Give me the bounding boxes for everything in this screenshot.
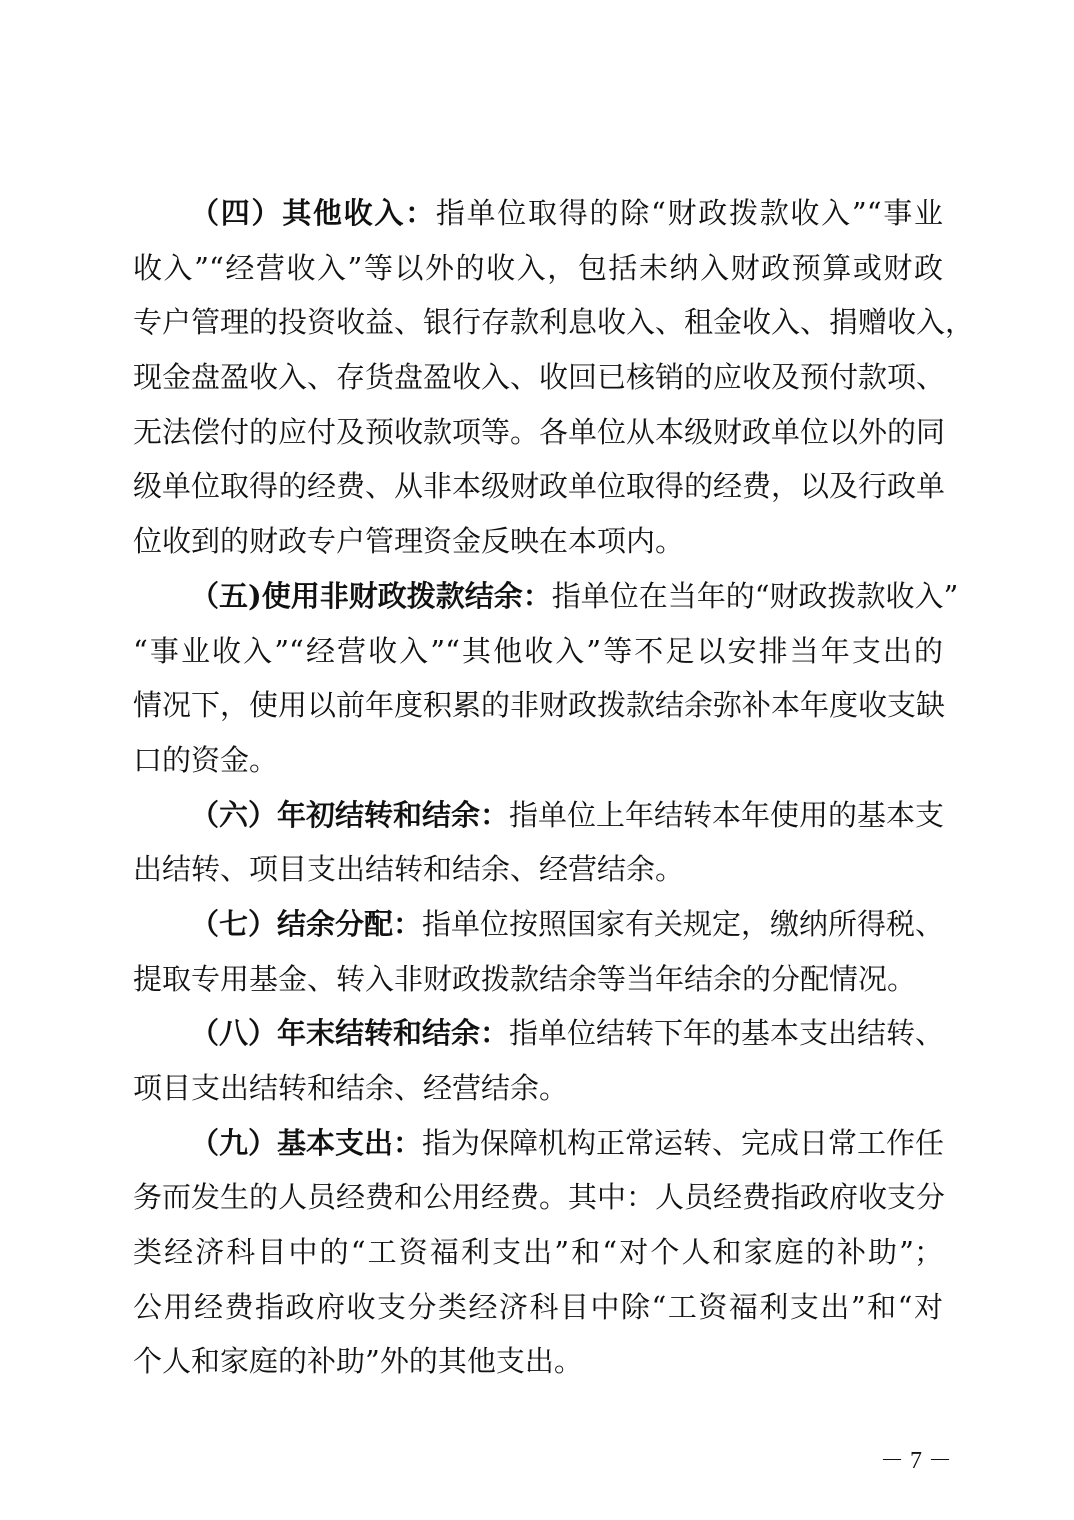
text-line <box>133 514 943 569</box>
line-text: 指单位上年结转本年使用的基本支 <box>509 797 945 832</box>
line-text: 出结转、项目支出结转和结余、经营结余。 <box>133 852 685 887</box>
paragraph <box>133 1006 943 1115</box>
page-number: － 7 － <box>880 1448 952 1474</box>
line-text: “事业收入”“经营收入”“其他收入”等不足以安排当年支出的 <box>133 633 943 668</box>
paragraph <box>133 569 959 788</box>
paragraph-heading: （七）结余分配： <box>190 906 423 941</box>
text-line <box>133 952 943 1007</box>
text-line <box>133 459 946 514</box>
paragraph <box>133 897 943 1006</box>
paragraph <box>133 788 943 897</box>
line-text: 指单位在当年的“财政拨款收入” <box>551 578 959 613</box>
text-line <box>133 569 959 624</box>
paragraph-heading: （六）年初结转和结余： <box>190 797 510 832</box>
line-text: 提取专用基金、转入非财政拨款结余等当年结余的分配情况。 <box>133 961 917 996</box>
line-text: 指为保障机构正常运转、完成日常工作任 <box>422 1125 945 1160</box>
text-line <box>133 1116 943 1171</box>
text-line <box>133 788 943 843</box>
paragraph-heading: （九）基本支出： <box>190 1125 423 1160</box>
line-text: 收入”“经营收入”等以外的收入，包括未纳入财政预算或财政 <box>133 250 943 285</box>
line-text: 项目支出结转和结余、经营结余。 <box>133 1071 569 1105</box>
text-line <box>133 1170 946 1225</box>
text-line <box>133 1334 943 1389</box>
line-text: 口的资金。 <box>133 742 279 777</box>
line-text: 公用经费指政府收支分类经济科目中除“工资福利支出”和“对 <box>133 1289 943 1324</box>
line-text: 级单位取得的经费、从非本级财政单位取得的经费，以及行政单 <box>133 469 946 504</box>
text-line <box>133 624 943 679</box>
text-line <box>133 678 946 733</box>
line-text: 类经济科目中的“工资福利支出”和“对个人和家庭的补助”； <box>133 1235 943 1270</box>
line-text: 个人和家庭的补助”外的其他支出。 <box>133 1344 583 1379</box>
line-text: 无法偿付的应付及预收款项等。各单位从本级财政单位以外的同 <box>133 414 946 449</box>
text-line <box>133 186 943 241</box>
text-line <box>133 241 943 296</box>
line-text: 现金盘盈收入、存货盘盈收入、收回已核销的应收及预付款项、 <box>133 360 946 395</box>
text-line <box>133 295 975 350</box>
text-line <box>133 1006 943 1061</box>
line-text: 务而发生的人员经费和公用经费。其中：人员经费指政府收支分 <box>133 1180 946 1215</box>
text-line <box>133 350 946 405</box>
text-line <box>133 733 943 788</box>
text-line <box>133 1225 943 1280</box>
paragraph-heading: （八）年末结转和结余： <box>190 1016 510 1051</box>
text-line <box>133 1280 943 1335</box>
line-text: 情况下，使用以前年度积累的非财政拨款结余弥补本年度收支缺 <box>133 688 946 723</box>
text-line <box>133 897 943 952</box>
paragraph-heading: （五)使用非财政拨款结余： <box>190 578 552 613</box>
line-text: 位收到的财政专户管理资金反映在本项内。 <box>133 524 685 559</box>
line-text: 指单位结转下年的基本支出结转、 <box>509 1016 945 1051</box>
paragraph <box>133 1116 946 1389</box>
text-line <box>133 405 946 460</box>
text-line <box>133 1061 943 1116</box>
line-text: 指单位取得的除“财政拨款收入”“事业 <box>435 196 943 230</box>
paragraph <box>133 186 975 569</box>
text-line <box>133 842 943 897</box>
document-body <box>133 186 975 1389</box>
line-text: 专户管理的投资收益、银行存款利息收入、租金收入、捐赠收入， <box>133 305 975 340</box>
line-text: 指单位按照国家有关规定，缴纳所得税、 <box>422 906 945 941</box>
paragraph-heading: （四）其他收入： <box>190 196 436 230</box>
